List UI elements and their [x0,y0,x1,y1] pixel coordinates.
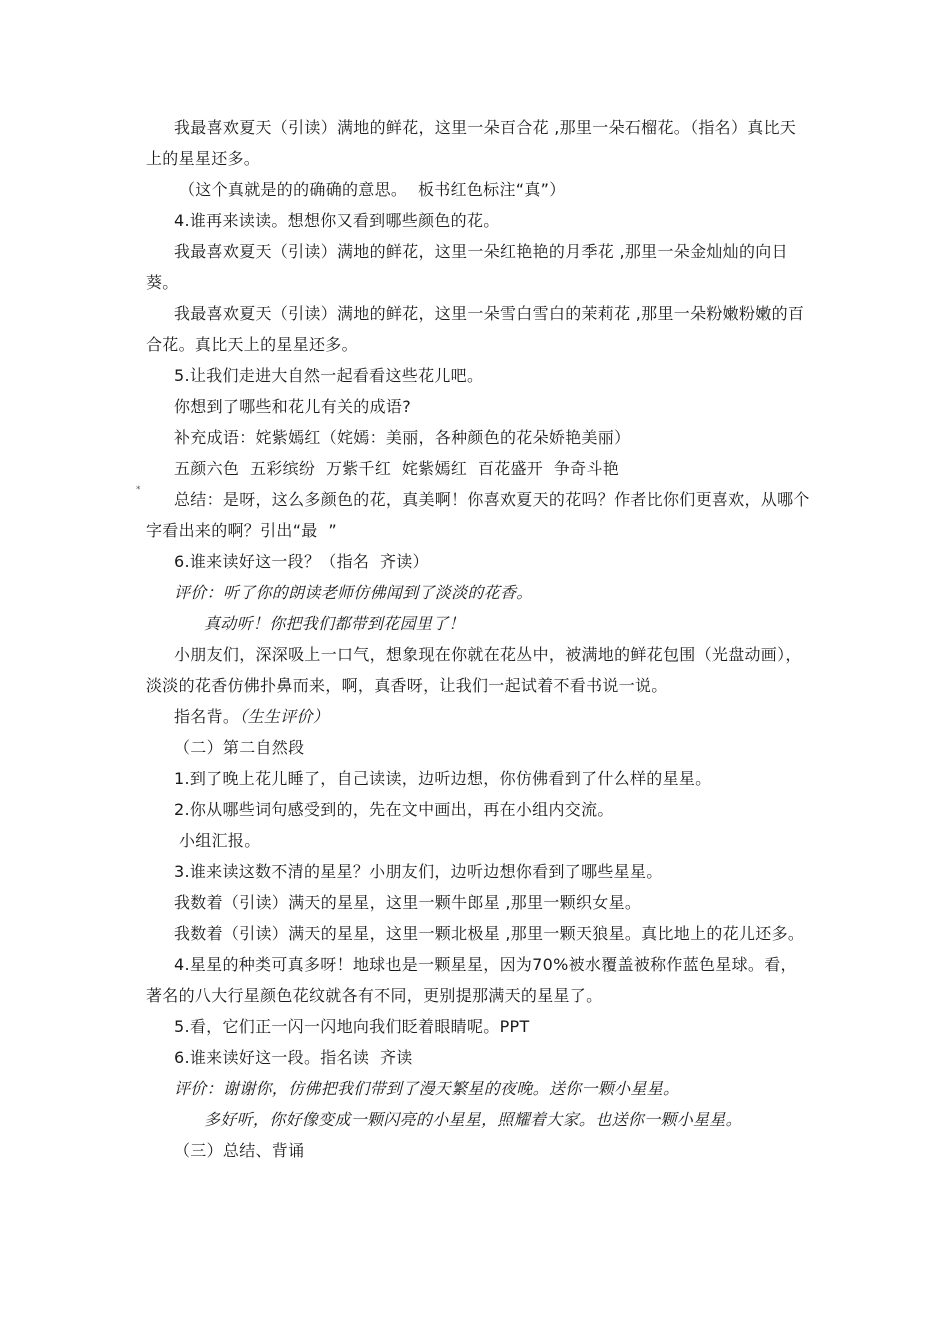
paragraph-text: 总结：是呀，这么多颜色的花，真美啊！你喜欢夏天的花吗？作者比你们更喜欢，从哪个字看出来的啊？引出“最 ” [146,490,810,540]
document-body [136,112,810,1166]
paragraph: 小朋友们，深深吸上一口气，想象现在你就在花丛中，被满地的鲜花包围（光盘动画），淡淡的花香仿佛扑鼻而来，啊，真香呀，让我们一起试着不看书说一说。 [146,645,802,695]
paragraph-note: （生生评价） [239,707,330,726]
paragraph: 多好听，你好像变成一颗闪亮的小星星，照耀着大家。也送你一颗小星星。 [204,1110,742,1129]
paragraph: 我最喜欢夏天（引读）满地的鲜花，这里一朵红艳艳的月季花 ,那里一朵金灿灿的向日葵。 [146,242,788,292]
paragraph: 我最喜欢夏天（引读）满地的鲜花，这里一朵百合花 ,那里一朵石榴花。（指名）真比天上的星星还多。 [146,118,797,168]
paragraph: 6.谁来读好这一段。指名读 齐读 [174,1048,413,1067]
paragraph: 1.到了晚上花儿睡了，自己读读，边听边想，你仿佛看到了什么样的星星。 [174,769,712,788]
paragraph-text: 指名背。 [174,707,240,726]
paragraph: 4.谁再来读读。想想你又看到哪些颜色的花。 [174,211,500,230]
paragraph: 我最喜欢夏天（引读）满地的鲜花，这里一朵雪白雪白的茉莉花 ,那里一朵粉嫩粉嫩的百合花。真比天上的星星还多。 [146,304,805,354]
paragraph: 评价：听了你的朗读老师仿佛闻到了淡淡的花香。 [174,583,533,602]
paragraph: 5.看，它们正一闪一闪地向我们眨着眼睛呢。PPT [174,1017,530,1036]
paragraph: 我数着（引读）满天的星星，这里一颗北极星 ,那里一颗天狼星。真比地上的花儿还多。 [174,924,805,943]
paragraph: 6.谁来读好这一段？（指名 齐读） [174,552,429,571]
paragraph: （二）第二自然段 [174,738,305,757]
paragraph: 5.让我们走进大自然一起看看这些花儿吧。 [174,366,484,385]
paragraph: 2.你从哪些词句感受到的，先在文中画出，再在小组内交流。 [174,800,614,819]
paragraph: 小组汇报。 [179,831,261,850]
paragraph: 我数着（引读）满天的星星，这里一颗牛郎星 ,那里一颗织女星。 [174,893,642,912]
paragraph: 五颜六色 五彩缤纷 万紫千红 姹紫嫣红 百花盛开 争奇斗艳 [174,459,620,478]
paragraph: （三）总结、背诵 [174,1141,305,1160]
paragraph: 4.星星的种类可真多呀！地球也是一颗星星，因为70%被水覆盖被称作蓝色星球。看，著名的八大行星颜色花纹就各有不同，更别提那满天的星星了。 [146,955,797,1005]
paragraph: 补充成语：姹紫嫣红（姹嫣：美丽，各种颜色的花朵娇艳美丽） [174,428,631,447]
paragraph: 评价：谢谢你，仿佛把我们带到了漫天繁星的夜晚。送你一颗小星星。 [174,1079,680,1098]
bullet-marker: * [136,485,141,495]
paragraph [136,484,810,546]
paragraph [146,701,810,732]
paragraph: 你想到了哪些和花儿有关的成语? [174,397,411,416]
paragraph: 真动听！你把我们都带到花园里了！ [204,614,465,633]
paragraph: 3.谁来读这数不清的星星？小朋友们，边听边想你看到了哪些星星。 [174,862,663,881]
paragraph: （这个真就是的的确确的意思。 板书红色标注“真”） [179,180,566,199]
